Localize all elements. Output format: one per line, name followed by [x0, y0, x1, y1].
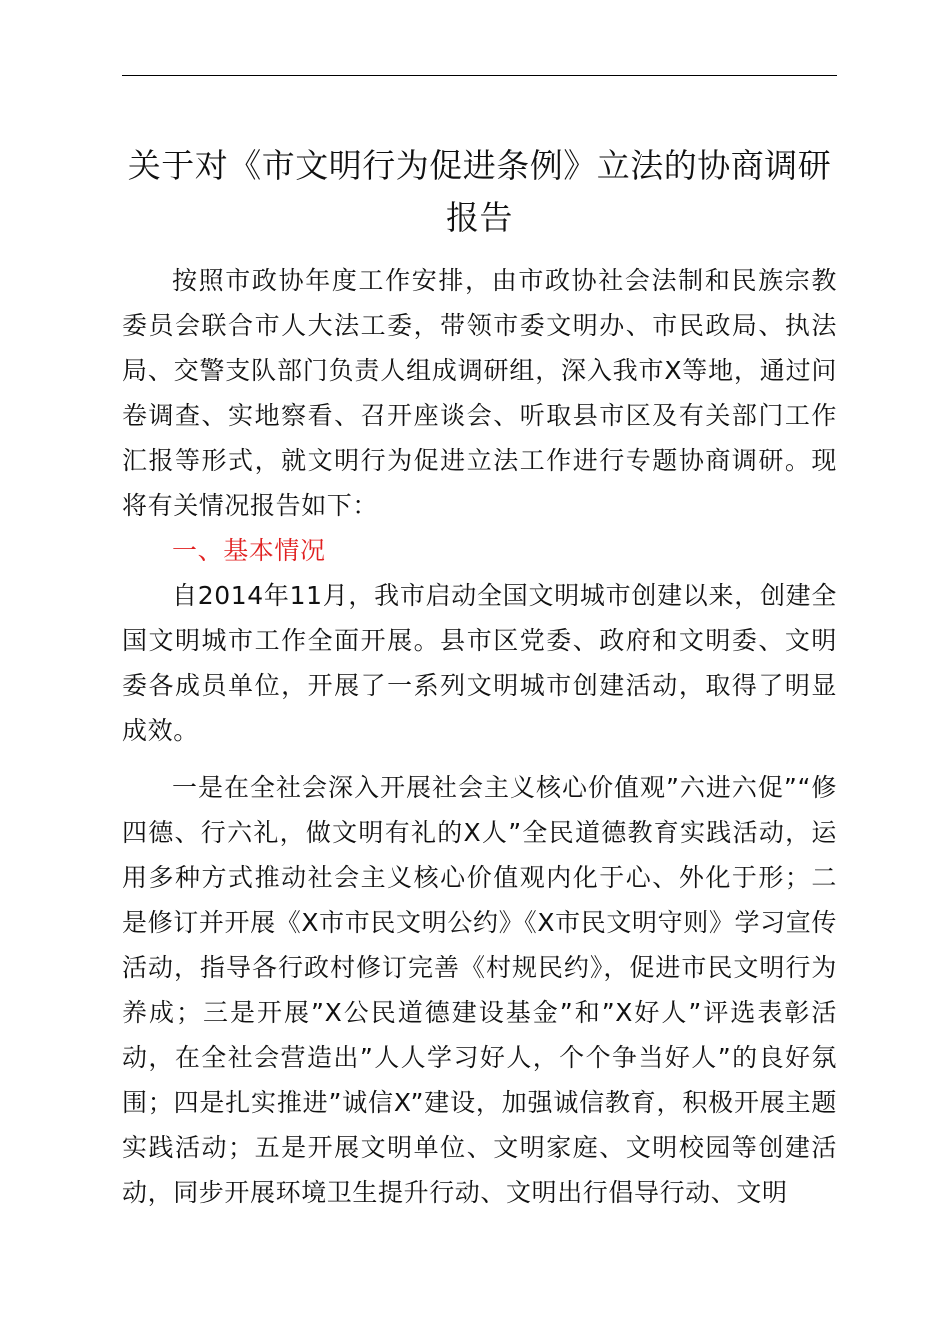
- body-paragraph: 自2014年11月，我市启动全国文明城市创建以来，创建全国文明城市工作全面开展。县市区党委、政府和文明委、文明委各成员单位，开展了一系列文明城市创建活动，取得了明显成效。: [122, 581, 837, 745]
- document-title: 关于对《市文明行为促进条例》立法的协商调研报告: [127, 146, 832, 237]
- section-heading-basic-situation: 一、基本情况: [172, 536, 326, 565]
- document-body: [122, 258, 837, 1215]
- intro-paragraph: 按照市政协年度工作安排，由市政协社会法制和民族宗教委员会联合市人大法工委，带领市委文明办、市民政局、执法局、交警支队部门负责人组成调研组，深入我市X等地，通过问卷调查、实地察看、召开座谈会、听取县市区及有关部门工作汇报等形式，就文明行为促进立法工作进行专题协商调研。现将有关情况报告如下：: [122, 266, 837, 520]
- body-paragraph: 一是在全社会深入开展社会主义核心价值观”六进六促”“修四德、行六礼，做文明有礼的X人”全民道德教育实践活动，运用多种方式推动社会主义核心价值观内化于心、外化于形；二是修订并开展《X市市民文明公约》《X市民文明守则》学习宣传活动，指导各行政村修订完善《村规民约》，促进市民文明行为养成；三是开展”X公民道德建设基金”和”X好人”评选表彰活动，在全社会营造出”人人学习好人，个个争当好人”的良好氛围；四是扎实推进”诚信X”建设，加强诚信教育，积极开展主题实践活动；五是开展文明单位、文明家庭、文明校园等创建活动，同步开展环境卫生提升行动、文明出行倡导行动、文明: [122, 773, 837, 1207]
- header-rule: [122, 75, 837, 76]
